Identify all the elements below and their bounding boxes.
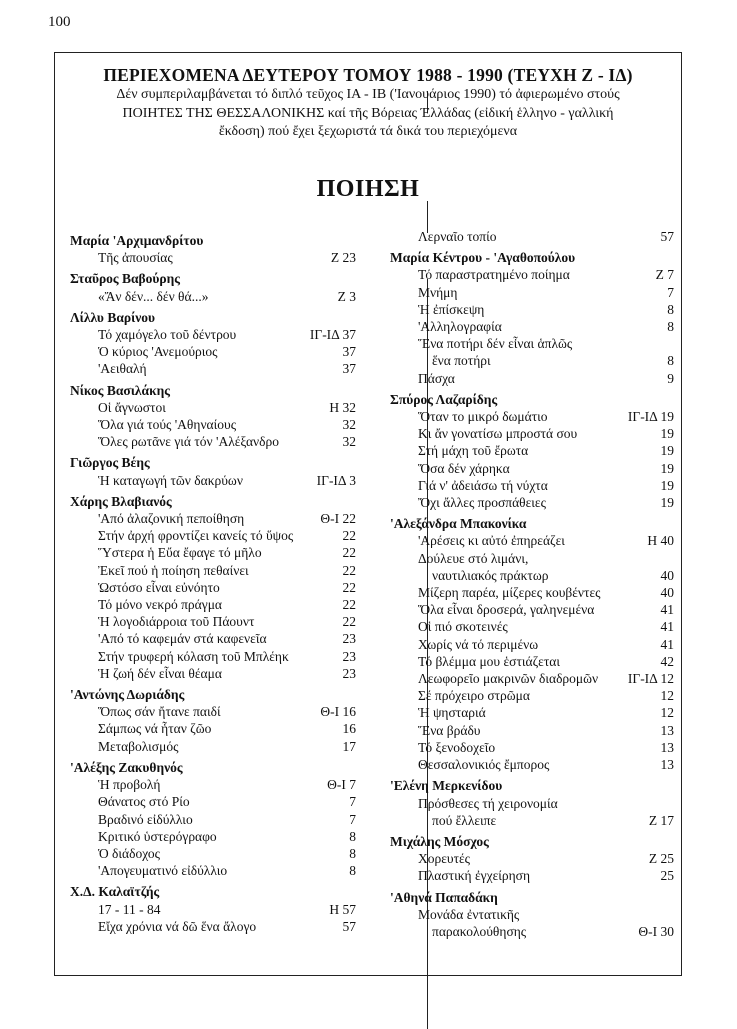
poem-entry <box>70 648 356 665</box>
poem-title: Ἡ λογοδιάρροια τοῦ Πάουντ <box>98 614 255 630</box>
poem-page: 23 <box>342 631 356 647</box>
poem-page: 40 <box>660 567 674 583</box>
contents-subtitle <box>54 86 682 142</box>
author-name: Σταῦρος Βαβούρης <box>70 271 180 287</box>
author-name: Μαρία 'Αρχιμανδρίτου <box>70 233 204 248</box>
subtitle-line: Δέν συμπεριλαμβάνεται τό διπλό τεῦχος ΙΑ - ΙΒ ('Ιανουάριος 1990) τό ἀφιερωμένο στούς <box>116 87 620 102</box>
poem-title: Λεωφορεῖο μακρινῶν διαδρομῶν <box>418 671 599 687</box>
poem-entry <box>70 793 356 810</box>
poem-page: 7 <box>667 284 674 300</box>
poem-entry <box>70 416 356 433</box>
poem-entry <box>390 722 674 739</box>
poem-title: Μονάδα ἐντατικῆς <box>418 906 520 922</box>
poem-entry <box>390 618 674 635</box>
author-group <box>70 382 356 451</box>
poem-title: Ὅλες ρωτᾶνε γιά τόν 'Αλέξανδρο <box>98 434 279 450</box>
poem-title: 'Από τό καφεμάν στά καφενεῖα <box>98 631 267 647</box>
left-column <box>70 228 356 938</box>
poem-title: 'Αρέσεις κι αὐτό ἐπηρεάζει <box>418 533 565 549</box>
poem-page <box>670 906 674 923</box>
poem-page: ΙΓ-ΙΔ 12 <box>627 671 674 687</box>
poem-page: Θ-Ι 30 <box>638 923 674 939</box>
section-title: ΠΟΙΗΣΗ <box>316 176 420 202</box>
poem-page: 8 <box>349 845 356 861</box>
poem-entry <box>70 472 356 489</box>
poem-title: Τό μόνο νεκρό πράγμα <box>98 597 222 613</box>
poem-entry <box>390 636 674 653</box>
poem-title: Ὅλα εἶναι δροσερά, γαληνεμένα <box>418 602 595 618</box>
poem-entry <box>390 301 674 318</box>
contents-title: ΠΕΡΙΕΧΟΜΕΝΑ ΔΕΥΤΕΡΟΥ ΤΟΜΟΥ 1988 - 1990 (ΤΕΥΧΗ Ζ - ΙΔ) <box>103 65 633 85</box>
poem-title: Τῆς ἀπουσίας <box>98 250 173 266</box>
poem-page: 32 <box>342 434 356 450</box>
author-name: Γιῶργος Βέης <box>70 455 150 471</box>
poem-title: Θεσσαλονικιός ἔμπορος <box>418 757 550 773</box>
poem-entry <box>390 266 674 283</box>
poem-page: 23 <box>342 665 356 681</box>
poem-page: 7 <box>349 811 356 827</box>
poem-page: 7 <box>349 794 356 810</box>
poem-entry <box>390 653 674 670</box>
poem-title: Χωρίς νά τό περιμένω <box>418 636 539 652</box>
poem-title: Στήν τρυφερή κόλαση τοῦ Μπλέηκ <box>98 648 289 664</box>
poem-title: πού ἔλλειπε <box>432 812 497 828</box>
author-group <box>70 759 356 879</box>
poem-entry <box>70 288 356 305</box>
poem-title: Ὕστερα ἡ Εὔα ἔφαγε τό μῆλο <box>98 545 262 561</box>
poem-entry <box>70 665 356 682</box>
poem-page: 19 <box>660 426 674 442</box>
author-group <box>70 454 356 488</box>
poem-entry <box>70 845 356 862</box>
author-name: 'Αντώνης Δωριάδης <box>70 687 185 703</box>
poem-title: 'Αειθαλή <box>98 361 147 377</box>
poem-entry <box>70 901 356 918</box>
poem-entry <box>390 687 674 704</box>
poem-page: 40 <box>660 585 674 601</box>
poem-page: 8 <box>667 301 674 317</box>
poem-page: 19 <box>660 460 674 476</box>
poem-title: 'Αλληλογραφία <box>418 319 502 335</box>
poem-page: Ζ 17 <box>648 812 674 828</box>
poem-entry <box>70 527 356 544</box>
author-group <box>390 515 674 773</box>
poem-title: 17 - 11 - 84 <box>98 901 161 917</box>
subtitle-line: ἔκδοση) πού ἔχει ξεχωριστά τά δικά του περιεχόμενα <box>218 124 518 139</box>
poem-entry <box>70 613 356 630</box>
poem-page: 41 <box>660 619 674 635</box>
poem-entry <box>70 918 356 935</box>
poem-page: 37 <box>342 361 356 377</box>
poem-entry <box>390 494 674 511</box>
poem-entry <box>390 850 674 867</box>
poem-entry <box>70 510 356 527</box>
poem-title: Ὁ διάδοχος <box>98 845 161 861</box>
poem-entry <box>390 923 674 940</box>
author-group <box>390 889 674 941</box>
poem-page: 57 <box>342 918 356 934</box>
poem-page: Θ-Ι 7 <box>327 777 356 793</box>
poem-page: 25 <box>660 868 674 884</box>
poem-entry <box>390 601 674 618</box>
author-name: 'Αλέξης Ζακυθηνός <box>70 759 183 775</box>
poem-title: παρακολούθησης <box>432 923 527 939</box>
poem-entry <box>390 318 674 335</box>
poem-entry <box>70 776 356 793</box>
poem-title: «Ἄν δέν... δέν θά...» <box>98 288 209 304</box>
poem-title: Ἡ ψησταριά <box>418 705 486 721</box>
poem-title: Στή μάχη τοῦ ἔρωτα <box>418 443 529 459</box>
poem-entry <box>390 550 674 567</box>
author-name: Μαρία Κέντρου - 'Αγαθοπούλου <box>390 250 576 266</box>
author-group <box>390 249 674 387</box>
author-group <box>390 228 674 245</box>
poem-entry <box>390 532 674 549</box>
poem-page: 41 <box>660 636 674 652</box>
poem-page: Η 40 <box>647 533 674 549</box>
poem-title: Βραδινό εἰδύλλιο <box>98 811 193 827</box>
poem-entry <box>390 477 674 494</box>
poem-page: 13 <box>660 757 674 773</box>
poem-title: Ὅλα γιά τούς 'Αθηναίους <box>98 417 237 433</box>
poem-entry <box>390 567 674 584</box>
poem-page: 12 <box>660 705 674 721</box>
poem-entry <box>390 228 674 245</box>
author-group <box>390 391 674 511</box>
author-group <box>70 883 356 935</box>
poem-page: 8 <box>349 828 356 844</box>
author-name: 'Αλεξάνδρα Μπακονίκα <box>390 516 527 532</box>
author-name: Χ.Δ. Καλαϊτζής <box>70 884 160 900</box>
poem-entry <box>70 596 356 613</box>
poem-entry <box>70 630 356 647</box>
poem-title: Ἕνα ποτήρι δέν εἶναι ἁπλῶς <box>418 336 573 352</box>
poem-title: Μεταβολισμός <box>98 738 179 754</box>
poem-title: ἕνα ποτήρι <box>432 353 491 369</box>
poem-page: 19 <box>660 477 674 493</box>
poem-page: ΙΓ-ΙΔ 19 <box>627 409 674 425</box>
poem-page: 22 <box>342 614 356 630</box>
poem-page: 13 <box>660 739 674 755</box>
poem-title: Λερναῖο τοπίο <box>418 229 497 244</box>
poem-entry <box>390 352 674 369</box>
poem-page: Θ-Ι 22 <box>320 511 356 527</box>
author-group <box>390 833 674 885</box>
poem-page: 22 <box>342 579 356 595</box>
poem-entry <box>390 867 674 884</box>
poem-page: 8 <box>667 319 674 335</box>
poem-page: 12 <box>660 688 674 704</box>
poem-title: Γιά ν' ἀδειάσω τή νύχτα <box>418 477 548 493</box>
poem-title: Δούλευε στό λιμάνι, <box>418 550 529 566</box>
poem-entry <box>390 584 674 601</box>
poem-entry <box>390 795 674 812</box>
page-number: 100 <box>48 14 71 30</box>
poem-page: 42 <box>660 653 674 669</box>
poem-page: 22 <box>342 528 356 544</box>
poem-entry <box>390 670 674 687</box>
poem-page: 13 <box>660 722 674 738</box>
poem-entry <box>390 370 674 387</box>
poem-entry <box>390 739 674 756</box>
poem-entry <box>390 442 674 459</box>
poem-page: 23 <box>342 648 356 664</box>
author-group <box>70 270 356 304</box>
poem-page: 22 <box>342 562 356 578</box>
poem-page: 57 <box>660 229 674 244</box>
poem-entry <box>70 579 356 596</box>
poem-page: 16 <box>342 721 356 737</box>
poem-title: Πλαστική ἐγχείρηση <box>418 868 531 884</box>
poem-page: 32 <box>342 417 356 433</box>
poem-title: ναυτιλιακός πράκτωρ <box>432 567 549 583</box>
poem-entry <box>390 335 674 352</box>
poem-title: Οἱ πιό σκοτεινές <box>418 619 508 635</box>
poem-page: Ζ 3 <box>337 288 356 304</box>
poem-title: Ἐκεῖ πού ἡ ποίηση πεθαίνει <box>98 562 249 578</box>
author-name: 'Αθηνά Παπαδάκη <box>390 889 498 905</box>
poem-title: Κι ἄν γονατίσω μπροστά σου <box>418 426 578 442</box>
poem-title: Ἡ καταγωγή τῶν δακρύων <box>98 472 243 488</box>
poem-title: Στήν ἀρχή φροντίζει κανείς τό ὕψος <box>98 528 294 544</box>
subtitle-line: ΠΟΙΗΤΕΣ ΤΗΣ ΘΕΣΣΑΛΟΝΙΚΗΣ καί τῆς Βόρειας Έλλάδας (εἰδική ἑλληνο - γαλλική <box>122 105 614 121</box>
author-group <box>390 777 674 829</box>
author-group <box>70 232 356 266</box>
poem-title: Σάμπως νά ἦταν ζῶο <box>98 721 212 737</box>
contents-header <box>54 64 682 142</box>
poem-title: Ἡ ἐπίσκεψη <box>418 301 485 317</box>
poem-title: Μνήμη <box>418 284 458 300</box>
poem-page: Η 32 <box>329 399 356 415</box>
poem-page: 22 <box>342 545 356 561</box>
poem-entry <box>70 544 356 561</box>
poem-page: 17 <box>342 738 356 754</box>
right-column <box>390 228 674 943</box>
poem-page: Ζ 23 <box>330 250 356 266</box>
poem-page: ΙΓ-ΙΔ 37 <box>309 327 356 343</box>
author-name: Χάρης Βλαβιανός <box>70 493 172 509</box>
poem-title: Τό χαμόγελο τοῦ δέντρου <box>98 327 237 343</box>
poem-page: 19 <box>660 443 674 459</box>
poem-page <box>670 335 674 352</box>
poem-entry <box>70 249 356 266</box>
author-group <box>70 493 356 682</box>
poem-title: Ἡ ζωή δέν εἶναι θέαμα <box>98 665 222 681</box>
poem-title: Σέ πρόχειρο στρῶμα <box>418 688 530 704</box>
poem-title: Ὅπως σάν ἤτανε παιδί <box>98 704 221 720</box>
poem-title: Θάνατος στό Ρίο <box>98 794 190 810</box>
poem-entry <box>390 425 674 442</box>
poem-entry <box>390 408 674 425</box>
author-name: Νίκος Βασιλάκης <box>70 382 170 398</box>
poem-title: Ὡστόσο εἶναι εὐνόητο <box>98 579 220 595</box>
poem-page: 8 <box>667 353 674 369</box>
poem-title: Τό ξενοδοχεῖο <box>418 739 496 755</box>
poem-entry <box>70 703 356 720</box>
poem-entry <box>70 343 356 360</box>
poem-entry <box>70 360 356 377</box>
poem-title: Ἡ προβολή <box>98 777 161 793</box>
poem-title: Πάσχα <box>418 370 455 386</box>
author-name: Λίλλυ Βαρίνου <box>70 309 156 325</box>
poem-entry <box>70 562 356 579</box>
poem-page <box>670 550 674 567</box>
poem-page: ΙΓ-ΙΔ 3 <box>316 472 356 488</box>
poem-page: 22 <box>342 597 356 613</box>
poem-title: Μίζερη παρέα, μίζερες κουβέντες <box>418 585 601 601</box>
poem-entry <box>70 828 356 845</box>
poem-title: Τό βλέμμα μου ἑστιάζεται <box>418 653 560 669</box>
author-name: 'Ελένη Μερκενίδου <box>390 778 503 794</box>
author-name: Μιχάλης Μόσχος <box>390 833 489 849</box>
poem-title: Εἴχα χρόνια νά δῶ ἕνα ἄλογο <box>98 918 257 934</box>
poem-page: 37 <box>342 344 356 360</box>
poem-title: Ὅσα δέν χάρηκα <box>418 460 510 476</box>
poem-entry <box>390 756 674 773</box>
poem-entry <box>70 720 356 737</box>
poem-entry <box>70 326 356 343</box>
poem-title: Κριτικό ὑστερόγραφο <box>98 828 217 844</box>
poem-title: Ὄχι ἄλλες προσπάθειες <box>418 495 546 511</box>
poem-page: 9 <box>667 370 674 386</box>
poem-page: Θ-Ι 16 <box>320 704 356 720</box>
poem-title: Ἕνα βράδυ <box>418 722 481 738</box>
poem-entry <box>70 433 356 450</box>
author-group <box>70 686 356 755</box>
poem-entry <box>390 812 674 829</box>
poem-entry <box>390 906 674 923</box>
poem-title: 'Από ἀλαζονική πεποίθηση <box>98 511 245 527</box>
poem-title: Χορευτές <box>418 851 471 867</box>
poem-page: Ζ 7 <box>655 267 674 283</box>
poem-title: 'Απογευματινό εἰδύλλιο <box>98 863 228 879</box>
poem-entry <box>70 862 356 879</box>
poem-entry <box>390 704 674 721</box>
poem-title: Τό παραστρατημένο ποίημα <box>418 267 570 283</box>
poem-page: 41 <box>660 602 674 618</box>
poem-title: Οἱ ἄγνωστοι <box>98 399 166 415</box>
author-name: Σπύρος Λαζαρίδης <box>390 391 498 407</box>
poem-page: Ζ 25 <box>648 851 674 867</box>
poem-entry <box>70 399 356 416</box>
poem-page: 8 <box>349 863 356 879</box>
poem-entry <box>390 460 674 477</box>
poem-title: Ὅταν το μικρό δωμάτιο <box>418 409 548 425</box>
poem-page: Η 57 <box>329 901 356 917</box>
poem-entry <box>70 811 356 828</box>
poem-page: 19 <box>660 495 674 511</box>
poem-title: Πρόσθεσες τή χειρονομία <box>418 795 558 811</box>
poem-page <box>670 795 674 812</box>
poem-entry <box>390 284 674 301</box>
author-group <box>70 309 356 378</box>
poem-title: Ὁ κύριος 'Ανεμούριος <box>98 344 218 360</box>
poem-entry <box>70 738 356 755</box>
